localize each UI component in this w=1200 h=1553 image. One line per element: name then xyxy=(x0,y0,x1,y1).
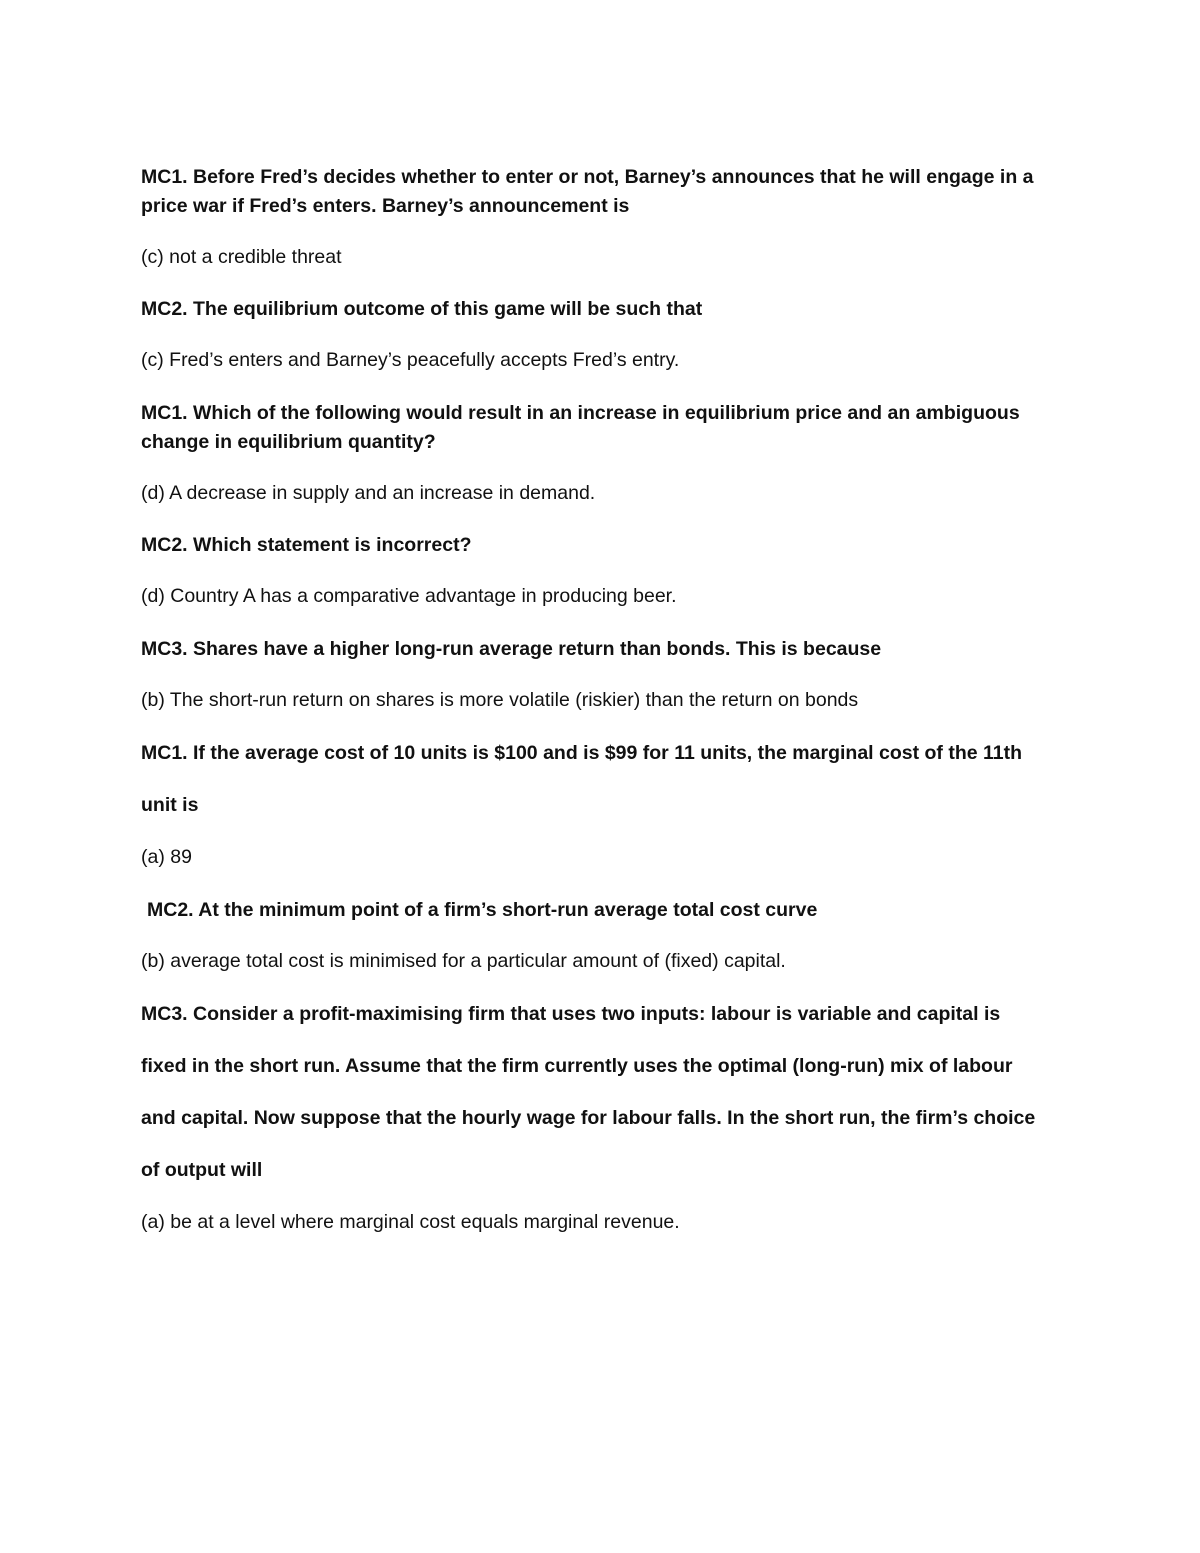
document-body xyxy=(141,163,1041,1237)
question-text: MC2. At the minimum point of a firm’s short-run average total cost curve xyxy=(147,899,818,921)
question-text: MC1. If the average cost of 10 units is $100 and is $99 for 11 units, the marginal cost of the 11th unit is xyxy=(141,742,1023,816)
question-text: MC1. Which of the following would result in an increase in equilibrium price and an ambiguous change in equilibrium quantity? xyxy=(141,402,1020,453)
question-text: MC1. Before Fred’s decides whether to enter or not, Barney’s announces that he will engage in a price war if Fred’s enters. Barney’s announcement is xyxy=(141,166,1034,217)
question-text: MC3. Consider a profit-maximising firm that uses two inputs: labour is variable and capital is fixed in the short run. Assume that the firm currently uses the optimal (long-run) mix of labour and capital. Now suppose that the hourly wage for labour falls. In the short run, the firm’s choice of output will xyxy=(141,1003,1036,1181)
answer-text: (a) be at a level where marginal cost equals marginal revenue. xyxy=(141,1211,680,1233)
answer-text: (c) not a credible threat xyxy=(141,246,342,268)
answer-text: (a) 89 xyxy=(141,846,192,868)
question-text: MC3. Shares have a higher long-run average return than bonds. This is because xyxy=(141,638,882,660)
answer-text: (b) average total cost is minimised for a particular amount of (fixed) capital. xyxy=(141,950,786,972)
question-text: MC2. The equilibrium outcome of this game will be such that xyxy=(141,298,703,320)
answer-text: (b) The short-run return on shares is more volatile (riskier) than the return on bonds xyxy=(141,689,859,711)
answer-text: (c) Fred’s enters and Barney’s peacefully accepts Fred’s entry. xyxy=(141,349,680,371)
question-text: MC2. Which statement is incorrect? xyxy=(141,534,472,556)
answer-text: (d) Country A has a comparative advantage in producing beer. xyxy=(141,585,677,607)
answer-text: (d) A decrease in supply and an increase in demand. xyxy=(141,482,596,504)
